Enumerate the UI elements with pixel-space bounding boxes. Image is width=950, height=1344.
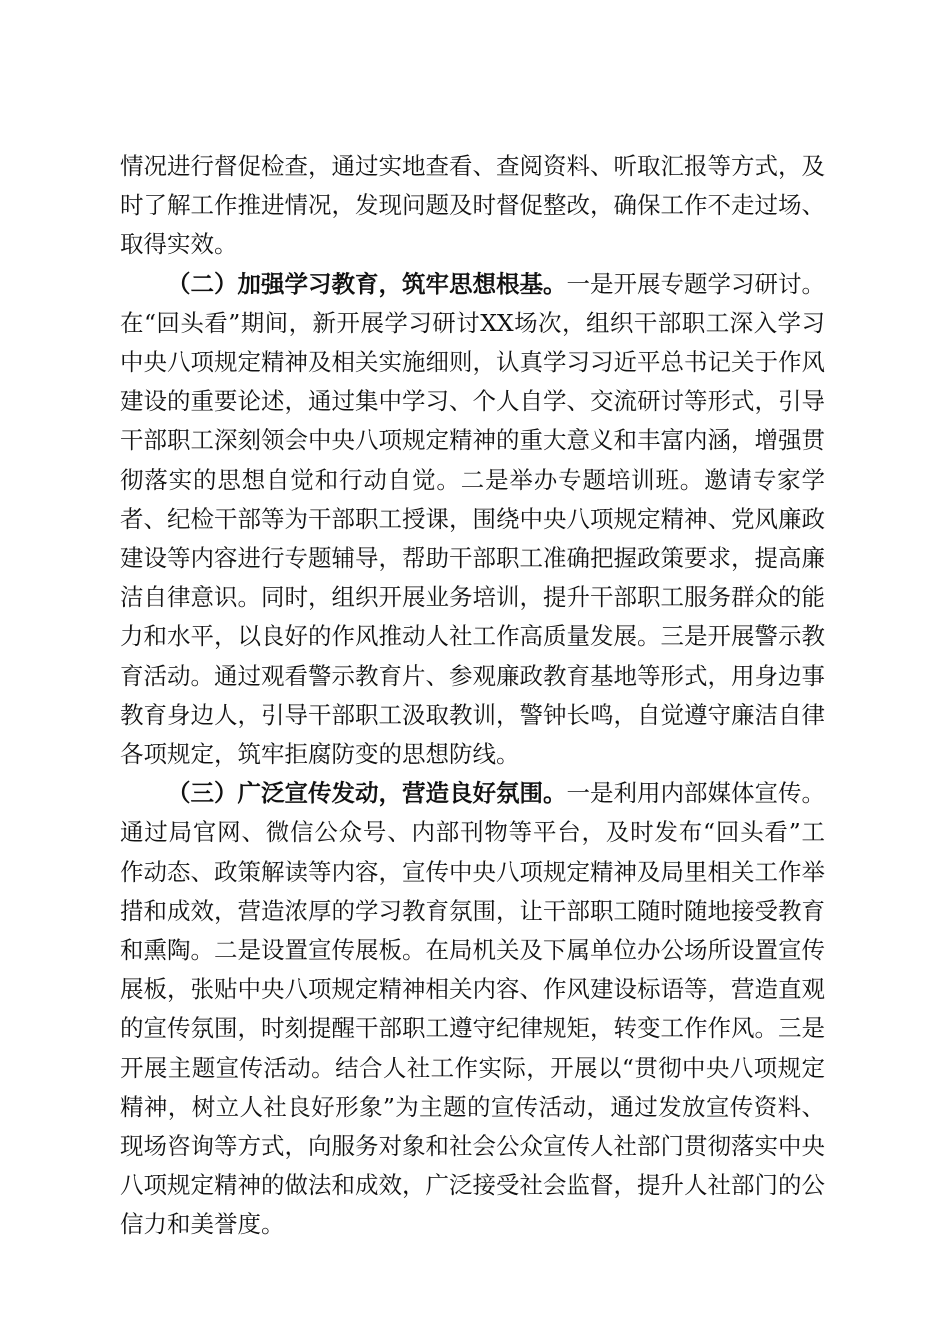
section-heading: （三）广泛宣传发动，营造良好氛围。 xyxy=(167,779,567,808)
paragraph-continuation xyxy=(120,147,825,265)
paragraph-body: 一是利用内部媒体宣传。通过局官网、微信公众号、内部刊物等平台，及时发布“回头看”工作动态、政策解读等内容，宣传中央八项规定精神及局里相关工作举措和成效，营造浓厚的学习教育氛围，让干部职工随时随地接受教育和熏陶。二是设置宣传展板。在局机关及下属单位办公场所设置宣传展板，张贴中央八项规定精神相关内容、作风建设标语等，营造直观的宣传氛围，时刻提醒干部职工遵守纪律规矩，转变工作作风。三是开展主题宣传活动。结合人社工作实际，开展以“贯彻中央八项规定精神，树立人社良好形象”为主题的宣传活动，通过发放宣传资料、现场咨询等方式，向服务对象和社会公众宣传人社部门贯彻落实中央八项规定精神的做法和成效，广泛接受社会监督，提升人社部门的公信力和美誉度。 xyxy=(120,779,825,1239)
section-heading: （二）加强学习教育，筑牢思想根基。 xyxy=(167,269,567,298)
paragraph-body: 一是开展专题学习研讨。在“回头看”期间，新开展学习研讨XX场次，组织干部职工深入学习中央八项规定精神及相关实施细则，认真学习习近平总书记关于作风建设的重要论述，通过集中学习、个人自学、交流研讨等形式，引导干部职工深刻领会中央八项规定精神的重大意义和丰富内涵，增强贯彻落实的思想自觉和行动自觉。二是举办专题培训班。邀请专家学者、纪检干部等为干部职工授课，围绕中央八项规定精神、党风廉政建设等内容进行专题辅导，帮助干部职工准确把握政策要求，提高廉洁自律意识。同时，组织开展业务培训，提升干部职工服务群众的能力和水平，以良好的作风推动人社工作高质量发展。三是开展警示教育活动。通过观看警示教育片、参观廉政教育基地等形式，用身边事教育身边人，引导干部职工汲取教训，警钟长鸣，自觉遵守廉洁自律各项规定，筑牢拒腐防变的思想防线。 xyxy=(120,269,825,769)
paragraph-body: 情况进行督促检查，通过实地查看、查阅资料、听取汇报等方式，及时了解工作推进情况，发现问题及时督促整改，确保工作不走过场、取得实效。 xyxy=(120,152,825,259)
paragraph-section-three xyxy=(120,774,825,1244)
document-body xyxy=(120,147,825,1245)
paragraph-section-two xyxy=(120,265,825,775)
